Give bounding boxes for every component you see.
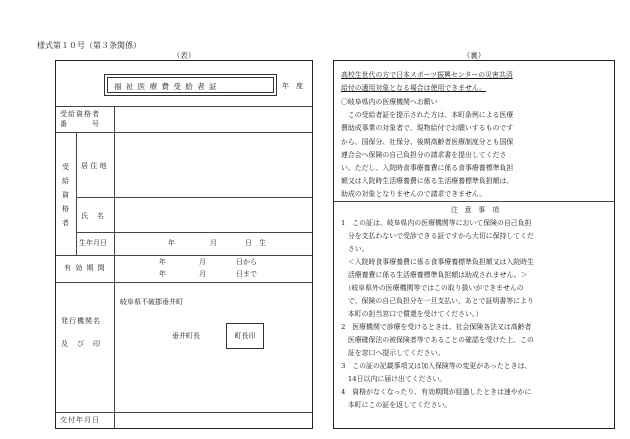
back-side-label: （裏） bbox=[462, 51, 486, 60]
dob-label: 生年月日 bbox=[79, 239, 107, 247]
mayor-seal-box: 町長印 bbox=[226, 323, 264, 349]
dob-year: 年 bbox=[168, 239, 175, 247]
notes-section bbox=[341, 217, 609, 412]
front-side-label: （表） bbox=[172, 51, 196, 60]
address-label: 居 住 地 bbox=[81, 162, 107, 170]
issuer-address: 岐阜県不破郡垂井町 bbox=[120, 298, 183, 306]
notes-line: で、保険の自己負担分を一旦支払い、あとで証明書等により bbox=[341, 297, 534, 305]
notes-line: さい。 bbox=[341, 245, 369, 253]
notes-line: 本町にこの証を返してください。 bbox=[341, 401, 452, 409]
issue-date-label: 交付年月日 bbox=[60, 416, 100, 424]
front-side-card bbox=[55, 60, 313, 429]
request-line: 助成の対象となりませんので請求できません。 bbox=[341, 190, 487, 199]
validity-to-year: 年 bbox=[159, 270, 166, 278]
request-line: い。ただし、入院時食事療養費に係る食事療養標準負担 bbox=[341, 164, 514, 173]
sport-center-notice bbox=[341, 69, 609, 95]
recipient-char-4: 格 bbox=[62, 205, 69, 213]
request-line: 費助成事業の対象者で、現物給付でお願いするものです bbox=[341, 124, 514, 133]
issuer-label-1: 発行機関名 bbox=[61, 317, 101, 325]
notes-heading: 注 意 事 項 bbox=[450, 206, 500, 214]
name-label: 氏 名 bbox=[81, 212, 105, 220]
notes-line: 活療養費に係る生活療養標準負担額は助成されません。＞ bbox=[341, 271, 528, 279]
request-line: 額又は入院時生活療養費に係る生活療養標準負担額は、 bbox=[341, 177, 514, 186]
notice-line: 給付の適用対象となる場合は使用できません。 bbox=[341, 84, 487, 93]
dob-day: 日 生 bbox=[245, 239, 266, 247]
notes-line: 証を窓口へ提示してください。 bbox=[341, 349, 445, 357]
notes-line: 2 医療機関で診療を受けるときは、社会保険各法又は高齢者 bbox=[341, 323, 532, 331]
request-line: この受給者証を提示された方は、本町条例による医療 bbox=[341, 111, 514, 120]
validity-from-month: 月 bbox=[199, 258, 206, 266]
recipient-char-1: 受 bbox=[62, 163, 69, 171]
notes-line: 4 資格がなくなったり、有効期間が経過したときは速やかに bbox=[341, 388, 532, 396]
qualified-number-label-2: 番 号 bbox=[60, 120, 100, 128]
validity-to-day: 日まで bbox=[236, 270, 257, 278]
notes-line: 1 この証は、岐阜県内の医療機関等において保険の自己負担 bbox=[341, 219, 532, 227]
validity-to-month: 月 bbox=[199, 270, 206, 278]
notes-line: 3 この証の記載事項又は加入保険等の変更があったときは、 bbox=[341, 362, 532, 370]
form-number: 様式第１０号（第３条関係） bbox=[37, 41, 141, 50]
request-line: から、国保分、社保分、後期高齢者医療制度分とも国保 bbox=[341, 137, 514, 146]
issuer-label-2: 及 び 印 bbox=[61, 340, 101, 348]
certificate-title: 福 祉 医 療 費 受 給 者 証 bbox=[114, 82, 218, 91]
notes-line: 14日以内に届け出てください。 bbox=[341, 375, 447, 383]
recipient-char-2: 給 bbox=[62, 177, 69, 185]
notes-line: （岐阜県外の医療機関等ではこの取り扱いができませんの bbox=[341, 284, 524, 292]
notes-line: 分を支払わないで受診できる証ですから大切に保持してくだ bbox=[341, 232, 534, 240]
fiscal-year: 年 度 bbox=[282, 82, 303, 90]
request-section bbox=[341, 96, 609, 202]
request-line: 連合会へ保険の自己負担分の請求書を提出してくださ bbox=[341, 150, 507, 159]
recipient-char-5: 者 bbox=[62, 219, 69, 227]
qualified-number-label-1: 受給資格者 bbox=[60, 110, 100, 118]
recipient-char-3: 資 bbox=[62, 191, 69, 199]
notes-line: 本町の担当窓口で償還を受けてください。） bbox=[341, 310, 483, 318]
notes-line: ＜入院時食事療養費に係る食事療養標準負担額又は入院時生 bbox=[341, 258, 534, 266]
back-side-card bbox=[333, 60, 615, 429]
validity-label: 有 効 期 間 bbox=[64, 264, 106, 272]
dob-month: 月 bbox=[210, 239, 217, 247]
issuer-mayor: 垂井町長 bbox=[172, 332, 200, 340]
request-heading: 〇岐阜県内の医療機関へお願い bbox=[341, 98, 438, 106]
notice-line: 高校生世代の方で日本スポーツ振興センターの災害共済 bbox=[341, 71, 513, 79]
validity-from-day: 日から bbox=[236, 258, 257, 266]
notes-line: 医療確保法の被保険者等であることの確認を受けた上、この bbox=[341, 336, 534, 344]
validity-from-year: 年 bbox=[159, 258, 166, 266]
